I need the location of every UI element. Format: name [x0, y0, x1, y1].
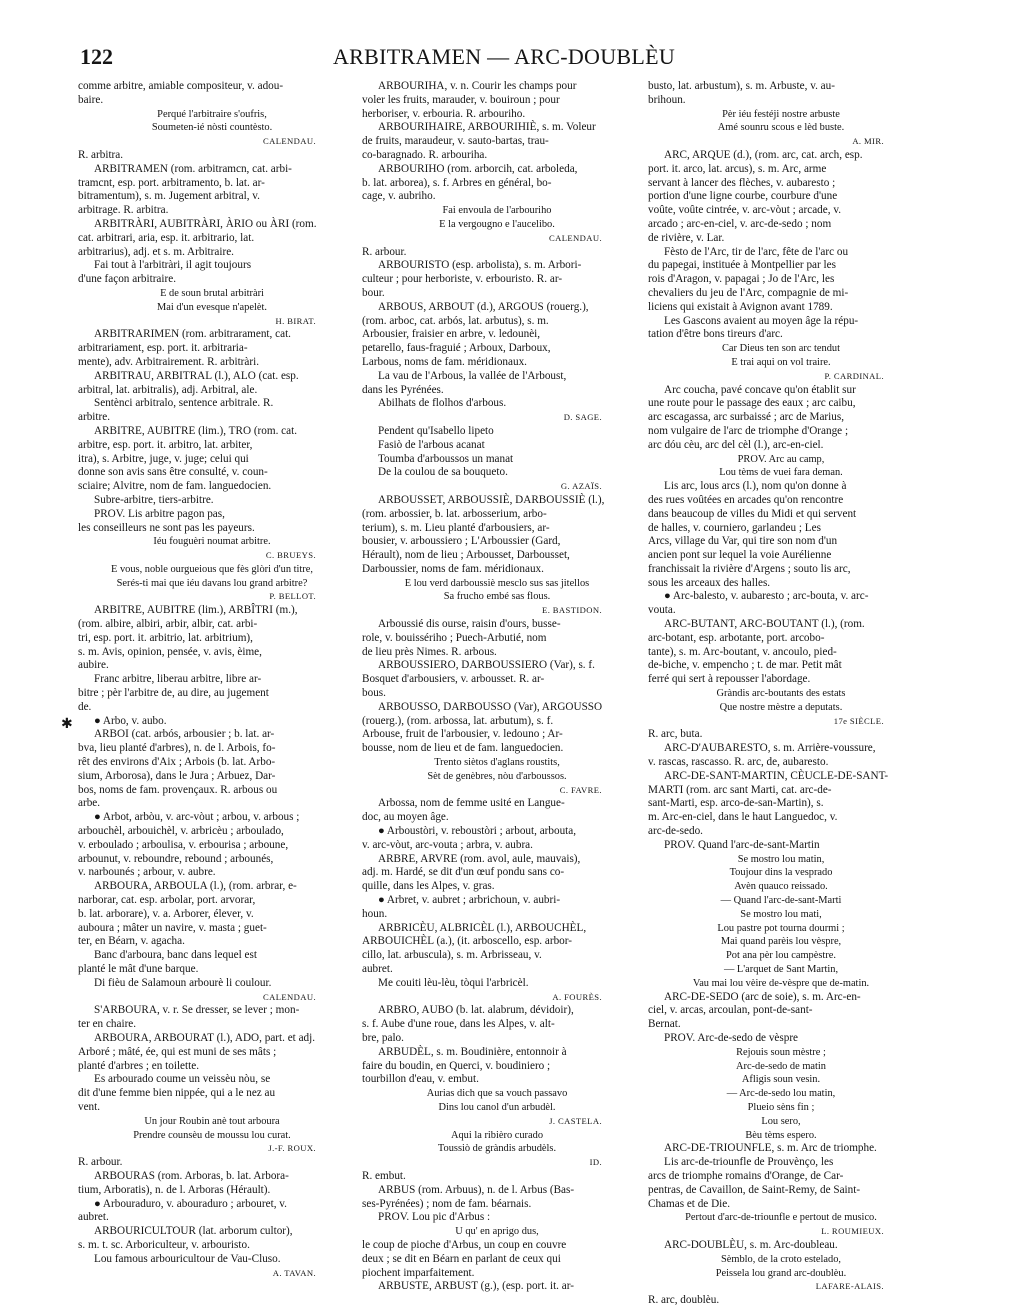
- entry-line: R. embut.: [362, 1169, 406, 1182]
- entry-line: de lieu près Nimes. R. arbous.: [362, 645, 497, 658]
- entry-line: s. m. Avis, opinion, pensée, v. avis, èime,: [78, 645, 262, 658]
- entry-line: R. arbitra.: [78, 148, 124, 161]
- entry-line: role, v. bouissériho ; Puech-Arbutié, nom: [362, 631, 547, 644]
- quotation-line: PROV. Arc au camp,: [737, 453, 825, 465]
- quotation-line: Plueio sèns fin ;: [747, 1101, 815, 1113]
- entry-line: bre, palo.: [362, 1031, 404, 1044]
- entry-line: Larbous, noms de fam. méridionaux.: [362, 355, 527, 368]
- quotation-line: Que nostre mèstre a deputats.: [719, 701, 843, 713]
- entry-line: Abilhats de flolhos d'arbous.: [378, 397, 507, 410]
- entry-line: co-baragnado. R. arbouriha.: [362, 148, 488, 161]
- entry-line: m. Arc-en-ciel, dans le haut Languedoc, v.: [648, 811, 838, 824]
- citation-author: G. AZAÏS.: [560, 481, 602, 492]
- quotation-line: Lou tèms de vuei fara deman.: [719, 467, 843, 479]
- quotation-line: Toujour dins la vesprado: [729, 867, 833, 879]
- entry-line: ARBOUSSET, ARBOUSSIÈ, DARBOUSSIÈ (l.),: [378, 493, 605, 506]
- entry-line: arbitrage. R. arbitra.: [78, 204, 169, 217]
- quotation-line: — Arc-de-sedo lou matin,: [726, 1088, 836, 1100]
- quotation-line: Un jour Roubin anè tout arboura: [144, 1115, 280, 1127]
- entry-line: v. narbounés ; arbour, v. aubre.: [78, 866, 216, 879]
- entry-line: donne son avis sans être consulté, v. coun-: [78, 466, 268, 479]
- quotation-line: Se mostro lou matin,: [737, 853, 825, 865]
- entry-line: Pendent qu'Isabello lipeto: [378, 424, 494, 437]
- page-number: 122: [80, 44, 113, 69]
- entry-line: ● Arc-balesto, v. aubaresto ; arc-bouta, v. arc-: [664, 590, 869, 603]
- quotation-line: E trai aqui on vol traire.: [731, 356, 831, 368]
- quotation-line: Sèmblo, de la croto estelado,: [720, 1253, 842, 1265]
- quotation-line: U qu' en aprigo dus,: [455, 1226, 539, 1238]
- entry-line: ARBOI (cat. arbós, arbousier ; b. lat. ar-: [94, 728, 275, 741]
- entry-line: ● Arbouraduro, v. abouraduro ; arbouret, v.: [94, 1197, 287, 1210]
- quotation-line: Serés-ti mai que iéu davans lou grand arbitre?: [116, 577, 308, 589]
- entry-line: arbounut, v. reboundre, rebound ; arbounés,: [78, 852, 274, 865]
- entry-line: culteur ; pour herboriste, v. erbouristo. R. ar-: [362, 273, 563, 286]
- quotation-line: Prendre counsèu de moussu lou curat.: [133, 1129, 291, 1141]
- entry-line: ARBOURISTO (esp. arbolista), s. m. Arbori-: [378, 259, 582, 272]
- entry-line: tri, esp. port. it. arbitrio, lat. arbitrium),: [78, 631, 253, 644]
- entry-line: voler les fruits, marauder, v. bouiroun ; pour: [362, 93, 560, 106]
- entry-line: aubret.: [362, 963, 393, 975]
- entry-line: Arbouse, fruit de l'arbousier, v. ledouno ; Ar-: [362, 728, 563, 741]
- entry-line: chevaliers du jeu de l'Arc, compagnie de mi-: [648, 286, 849, 299]
- entry-line: ferré qui sert à repousser l'abordage.: [648, 673, 811, 686]
- entry-line: ARC-D'AUBARESTO, s. m. Arrière-voussure,: [664, 742, 876, 755]
- quotation-line: Aurias dich que sa vouch passavo: [426, 1088, 568, 1100]
- entry-line: ● Arbo, v. aubo.: [94, 714, 167, 727]
- entry-line: ARBOURA, ARBOULA (l.), (rom. arbrar, e-: [94, 880, 297, 893]
- margin-star-mark: ✱: [61, 716, 73, 732]
- running-title: ARBITRAMEN — ARC-DOUBLÈU: [332, 44, 676, 69]
- quotation-line: Sa frucho embé sas flous.: [443, 591, 551, 603]
- quotation-line: Perqué l'arbitraire s'oufris,: [157, 108, 267, 120]
- entry-line: ARBITRE, AUBITRE (lim.), ARBÎTRI (m.),: [94, 604, 298, 617]
- quotation-line: Fai envoula de l'arbouriho: [442, 205, 552, 217]
- entry-line: ● Arbret, v. aubret ; arbrichoun, v. aubri-: [378, 894, 561, 907]
- quotation-line: E la vergougno e l'aucelibo.: [439, 218, 555, 230]
- quotation-line: Dins lou canol d'un arbudèl.: [438, 1101, 556, 1113]
- entry-line: planté le mât d'une barque.: [78, 963, 199, 975]
- entry-line: rêt des environs d'Aix ; Arbois (b. lat. Arbo-: [78, 756, 276, 769]
- entry-line: Fèsto de l'Arc, tir de l'arc, fête de l'arc ou: [664, 245, 849, 258]
- quotation-line: Trento siètos d'aglans roustits,: [434, 757, 560, 769]
- entry-line: ARBOURIHO (rom. arborcih, cat. arboleda,: [378, 162, 578, 175]
- entry-line: du papegai, instituée à Montpellier par les: [648, 259, 836, 272]
- entry-line: R. arbour.: [362, 245, 407, 258]
- entry-line: sium, Arborosa), dans le Jura ; Arbuez, Dar-: [78, 769, 276, 782]
- entry-line: R. arc, doublèu.: [648, 1294, 720, 1307]
- entry-line: Arboussié dis ourse, raisin d'ours, busse-: [378, 618, 561, 631]
- entry-line: La vau de l'Arbous, la vallée de l'Arboust,: [378, 369, 567, 382]
- entry-line: bva, lieu planté d'arbres), n. de l. Arbois, fo-: [78, 742, 276, 755]
- entry-line: tium, Arboratis), n. de l. Arboras (Hérault).: [78, 1183, 271, 1196]
- citation-author: CALENDAU.: [262, 991, 316, 1002]
- entry-line: ARBUSTE, ARBUST (g.), (esp. port. it. ar-: [378, 1280, 574, 1293]
- entry-line: piochent imparfaitement.: [362, 1266, 475, 1279]
- entry-line: ARBOUSSO, DARBOUSSO (Var), ARGOUSSO: [378, 700, 603, 713]
- entry-line: Me couiti lèu-lèu, tòqui l'arbricèl.: [378, 976, 529, 989]
- entry-line: arc escagassa, arc surbaissé ; arc de Marius,: [648, 411, 844, 424]
- quotation-line: E lou verd darboussiè mesclo sus sas jitellos: [404, 577, 590, 589]
- citation-author: A. FOURÈS.: [552, 991, 602, 1002]
- quotation-line: Avèn quauco reissado.: [734, 881, 828, 893]
- entry-line: sciaire; Alvitre, nom de fam. languedocien.: [78, 480, 272, 493]
- entry-line: Chamas et de Die.: [648, 1197, 731, 1210]
- entry-line: vent.: [78, 1100, 101, 1113]
- entry-line: dit d'une femme bien nippée, qui a le nez au: [78, 1087, 276, 1100]
- entry-line: tante), s. m. Arc-boutant, v. ancoulo, pied-: [648, 645, 837, 658]
- quotation-line: Se mostro lou mati,: [740, 908, 822, 920]
- entry-line: R. arbour.: [78, 1156, 123, 1169]
- entry-line: baire.: [78, 93, 104, 106]
- entry-line: ARBITRÀRI, AUBITRÀRI, ÀRIO ou ÀRI (rom.: [94, 217, 317, 230]
- entry-line: (rom. arbossier, b. lat. arbosserium, arbo-: [362, 507, 547, 520]
- entry-line: ter en chaire.: [78, 1018, 137, 1031]
- entry-line: ● Arboustòri, v. reboustòri ; arbout, arbouta,: [378, 825, 577, 838]
- quotation-line: Afligis soun vesin.: [741, 1074, 821, 1086]
- citation-author: J. CASTELA.: [549, 1115, 602, 1126]
- entry-line: deux ; se dit en Béarn en parlant de ceux qui: [362, 1252, 561, 1265]
- entry-line: ciel, v. arcas, arcoulan, pont-de-sant-: [648, 1004, 813, 1017]
- entry-line: b. lat. arborea), s. f. Arbres en général, bo-: [362, 176, 552, 189]
- entry-line: ● Arbot, arbòu, v. arc-vòut ; arbou, v. arbous ;: [94, 811, 300, 824]
- entry-line: sant-Marti, esp. arco-de-san-Martin), s.: [648, 797, 824, 810]
- quotation-line: Gràndis arc-boutants des estats: [716, 688, 846, 700]
- quotation-line: Vau mai lou vèire de-vèspre que de-matin.: [692, 977, 870, 989]
- entry-line: arc-de-sedo.: [648, 825, 703, 838]
- entry-line: rois d'Aragon, v. papagai ; Jo de l'Arc, les: [648, 273, 835, 286]
- entry-line: de-biche, v. empencho ; t. de mar. Petit mât: [648, 659, 842, 672]
- entry-line: le coup de pioche d'Arbus, un coup en couvre: [362, 1238, 567, 1251]
- entry-line: franchissait la rivière d'Argens ; souto lis arc,: [648, 562, 851, 575]
- citation-author: L. ROUMIEUX.: [821, 1226, 884, 1237]
- citation-author: C. BRUEYS.: [265, 550, 316, 561]
- citation-author: P. CARDINAL.: [824, 370, 884, 381]
- entry-line: petarello, faus-fraguié ; Arboux, Darboux,: [362, 342, 551, 355]
- entry-line: bitramentum), s. m. Jugement arbitral, v.: [78, 190, 260, 203]
- citation-author: C. FAVRE.: [559, 784, 602, 795]
- entry-line: mente), adv. Arbitrairement. R. arbitràri.: [78, 355, 260, 368]
- entry-line: Les Gascons avaient au moyen âge la répu-: [664, 314, 859, 327]
- entry-line: ARBITRARIMEN (rom. arbitrarament, cat.: [94, 328, 291, 341]
- entry-line: ARC, ARQUE (d.), (rom. arc, cat. arch, esp.: [664, 148, 863, 161]
- entry-line: ARBRE, ARVRE (rom. avol, aule, mauvais),: [378, 852, 581, 865]
- citation-author: H. BIRAT.: [275, 315, 316, 326]
- entry-line: cillo, lat. arbuscula), s. m. Arbrisseau, v.: [362, 949, 542, 962]
- entry-line: arbitre.: [78, 411, 110, 424]
- quotation-line: Pertout d'arc-de-triounfle e pertout de musico.: [685, 1212, 877, 1224]
- entry-line: ARBOURIHA, v. n. Courir les champs pour: [378, 80, 577, 92]
- entry-line: ARBOUS, ARBOUT (d.), ARGOUS (rouerg.),: [378, 300, 589, 313]
- quotation-line: Soumeten-ié nòsti countèsto.: [151, 122, 273, 134]
- quotation-line: — L'arquet de Sant Martin,: [723, 964, 839, 975]
- entry-line: ARBRO, AUBO (b. lat. alabrum, dévidoir),: [378, 1004, 574, 1017]
- entry-line: Toumba d'arboussos un manat: [378, 452, 514, 465]
- entry-line: Lis arc-de-triounfle de Prouvènço, les: [664, 1156, 834, 1169]
- entry-line: une route pour le passage des eaux ; arc caibu,: [648, 397, 856, 410]
- entry-line: Sentènci arbitralo, sentence arbitrale. R.: [94, 397, 274, 410]
- entry-line: arcado ; arc-en-ciel, v. arc-de-sedo ; nom: [648, 217, 832, 230]
- column-left: [78, 80, 346, 1280]
- citation-author: A. MIR.: [852, 136, 884, 147]
- entry-line: ARBOURAS (rom. Arboras, b. lat. Arbora-: [94, 1169, 289, 1182]
- entry-line: s. m. t. sc. Arboriculteur, v. arbouristo.: [78, 1238, 250, 1251]
- citation-author: J.-F. ROUX.: [268, 1143, 316, 1154]
- entry-line: auboura ; mâter un navire, v. masta ; guet-: [78, 921, 267, 934]
- entry-line: ARC-DOUBLÈU, s. m. Arc-doubleau.: [664, 1238, 838, 1251]
- entry-line: arc dóu cèu, arc del cèl (l.), arc-en-ciel.: [648, 438, 824, 451]
- quotation-line: Bèu tèms espero.: [745, 1129, 817, 1141]
- entry-line: MARTI (rom. arc sant Marti, cat. arc-de-: [648, 783, 832, 796]
- entry-line: Lis arc, lous arcs (l.), nom qu'on donne à: [664, 480, 847, 493]
- entry-line: tation d'être bons tireurs d'arc.: [648, 328, 783, 341]
- entry-line: dans les Pyrénées.: [362, 383, 444, 396]
- entry-line: vouta.: [648, 604, 676, 617]
- quotation-line: Lou pastre pot tourna dourmi ;: [717, 922, 845, 934]
- entry-line: (rouerg.), (rom. arbossa, lat. arbutum), s. f.: [362, 714, 554, 727]
- entry-line: houn.: [362, 907, 388, 920]
- entry-line: busto, lat. arbustum), s. m. Arbuste, v. au-: [648, 80, 835, 92]
- entry-line: ARC-DE-TRIOUNFLE, s. m. Arc de triomphe.: [664, 1142, 877, 1155]
- quotation-line: Peissela lou grand arc-doublèu.: [715, 1267, 847, 1279]
- citation-author: CALENDAU.: [262, 136, 316, 147]
- entry-line: bousier, v. arboussiero ; L'Arboussier (Gard,: [362, 535, 561, 548]
- quotation-line: Mai quand parèis lou vèspre,: [720, 936, 842, 948]
- citation-author: E. BASTIDON.: [542, 605, 602, 616]
- column-middle: [362, 80, 632, 1294]
- entry-line: sous les arceaux des halles.: [648, 576, 771, 589]
- entry-line: b. lat. arborare), v. a. Arborer, élever, v.: [78, 907, 254, 920]
- entry-line: ARBUDÈL, s. m. Boudinière, entonnoir à: [378, 1045, 567, 1058]
- entry-line: ARBOUSSIERO, DARBOUSSIERO (Var), s. f.: [378, 659, 595, 672]
- entry-line: portion d'une ligne courbe, courbure d'une: [648, 190, 838, 203]
- quotation-line: Pèr iéu festéji nostre arbuste: [722, 108, 840, 120]
- quotation-line: Sèt de genèbres, nòu d'arboussos.: [427, 770, 567, 782]
- entry-line: cat. arbitrari, aria, esp. it. arbitrario, lat.: [78, 231, 255, 244]
- entry-line: arbitre, esp. port. it. arbitro, lat. arbiter,: [78, 438, 253, 451]
- entry-line: aubret.: [78, 1211, 109, 1224]
- citation-author: ID.: [589, 1157, 602, 1168]
- entry-line: PROV. Arc-de-sedo de vèspre: [664, 1031, 799, 1044]
- quotation-line: Car Dieus ten son arc tendut: [721, 343, 841, 355]
- entry-line: adj. m. Hardé, se dit d'un œuf pondu sans co-: [362, 866, 565, 879]
- entry-line: de rivière, v. Lar.: [648, 231, 725, 244]
- entry-line: arbouchèl, arbouichèl, v. arbricèu ; arboulado,: [78, 825, 284, 838]
- quotation-line: Amé sounru scous e lèd buste.: [717, 122, 845, 134]
- entry-line: port. it. arco, lat. arcus), s. m. Arc, arme: [648, 162, 827, 175]
- entry-line: Hérault), nom de lieu ; Arbousset, Darbousset,: [362, 549, 570, 562]
- entry-line: arbitral, lat. arbitralis), adj. Arbitral, ale.: [78, 383, 258, 396]
- entry-line: ses-Pyrénées) ; nom de fam. béarnais.: [362, 1197, 532, 1210]
- entry-line: tourbillon d'eau, v. embut.: [362, 1073, 479, 1086]
- entry-line: ancien pont sur lequel la voie Aurélienne: [648, 549, 832, 562]
- entry-line: planté d'arbres ; en toilette.: [78, 1059, 199, 1072]
- entry-line: faire du boudin, en Querci, v. boudiniero ;: [362, 1059, 551, 1072]
- citation-author: LAFARE-ALAIS.: [815, 1281, 884, 1292]
- quotation-line: Rejouis soun mèstre ;: [736, 1046, 826, 1058]
- entry-line: ARBUS (rom. Arbuus), n. de l. Arbus (Bas-: [378, 1183, 575, 1196]
- entry-line: Arbossa, nom de femme usité en Langue-: [378, 797, 565, 810]
- entry-line: dans beaucoup de villes du Midi et qui servent: [648, 507, 857, 520]
- entry-line: servant à lancer des flèches, v. aubaresto ;: [648, 176, 836, 189]
- quotation-line: Arc-de-sedo de matin: [735, 1060, 826, 1072]
- entry-line: comme arbitre, amiable compositeur, v. adou-: [78, 80, 284, 92]
- entry-line: Arc coucha, pavé concave qu'on établit sur: [664, 383, 856, 396]
- entry-line: narborar, cat. esp. arbolar, port. arvorar,: [78, 894, 256, 907]
- entry-line: ARBITRE, AUBITRE (lim.), TRO (rom. cat.: [94, 424, 298, 437]
- citation-author: CALENDAU.: [548, 232, 602, 243]
- entry-line: brihoun.: [648, 93, 686, 106]
- entry-line: v. rascas, rascasso. R. arc, de, aubaresto.: [648, 756, 829, 769]
- quotation-line: Lou sero,: [761, 1115, 801, 1127]
- entry-line: Subre-arbitre, tiers-arbitre.: [94, 493, 214, 506]
- entry-line: (rom. albire, albiri, arbir, albir, cat. arbi-: [78, 618, 258, 631]
- entry-line: Banc d'arboura, banc dans lequel est: [94, 949, 257, 962]
- entry-line: Arboré ; mâté, ée, qui est muni de ses mâts ;: [78, 1045, 277, 1058]
- entry-line: arcs de triomphe romains d'Orange, de Car-: [648, 1169, 844, 1182]
- entry-line: arc-botant, esp. arbotante, port. arcobo-: [648, 631, 825, 644]
- column-right: [648, 80, 914, 1308]
- entry-line: R. arc, buta.: [648, 728, 703, 741]
- entry-line: de halles, v. courniero, garlandeu ; Les: [648, 521, 821, 534]
- entry-line: Bosquet d'arbousiers, v. arbousset. R. ar-: [362, 673, 545, 686]
- entry-line: de fruits, maraudeur, v. sauto-bartas, trau-: [362, 135, 549, 148]
- entry-line: arbitrariament, esp. port. it. arbitraria-: [78, 342, 248, 355]
- entry-line: les conseilleurs ne sont pas les payeurs.: [78, 521, 255, 534]
- entry-line: bous.: [362, 687, 386, 700]
- entry-line: ARC-BUTANT, ARC-BOUTANT (l.), (rom.: [664, 618, 865, 631]
- entry-line: Arcs, village du Var, qui tire son nom d'un: [648, 535, 838, 548]
- entry-line: voûte, voûte cintrée, v. arc-vòut ; arcade, v.: [648, 204, 841, 217]
- entry-line: arbitrarius), adj. et s. m. Arbitraire.: [78, 245, 234, 258]
- quotation-line: E vous, noble ourgueious que fès glòri d'un titre,: [111, 563, 313, 575]
- quotation-line: Mai d'un evesque n'apelèt.: [157, 301, 267, 313]
- entry-line: bos, noms de fam. provençaux. R. arbous ou: [78, 783, 278, 796]
- quotation-line: Pot ana pèr lou campèstre.: [726, 950, 836, 962]
- entry-line: bitre ; pèr l'arbitre de, au dire, au jugement: [78, 687, 269, 700]
- entry-line: doc, au moyen âge.: [362, 811, 449, 824]
- entry-line: d'une façon arbitraire.: [78, 273, 176, 286]
- entry-line: Franc arbitre, liberau arbitre, libre ar-: [94, 673, 262, 686]
- entry-line: Es arbourado coume un veissèu nòu, se: [94, 1073, 271, 1086]
- citation-author: P. BELLOT.: [269, 591, 316, 602]
- citation-author: 17e SIÈCLE.: [833, 715, 884, 726]
- entry-line: nom vulgaire de l'arc de triomphe d'Orange ;: [648, 424, 849, 437]
- entry-line: ARC-DE-SANT-MARTIN, CÈUCLE-DE-SANT-: [664, 769, 889, 782]
- entry-line: Di fièu de Salamoun arbourè li coulour.: [94, 976, 272, 989]
- entry-line: des rues voûtées en arcades qu'on rencontre: [648, 493, 844, 506]
- entry-line: ARBOUICHÈL (a.), (it. arboscello, esp. arbor-: [362, 935, 572, 948]
- entry-line: bousse, nom de lieu et de fam. languedocien.: [362, 742, 564, 755]
- entry-line: (rom. arboc, cat. arbós, lat. arbutus), s. m.: [362, 314, 549, 327]
- entry-line: Fai tout à l'arbitràri, il agit toujours: [94, 259, 252, 272]
- entry-line: terium), s. m. Lieu planté d'arbousiers, ar-: [362, 521, 550, 534]
- entry-line: v. arc-vòut, arc-vouta ; arbra, v. aubra.: [362, 838, 533, 851]
- entry-line: herboriser, v. erbouria. R. arbouriho.: [362, 107, 526, 120]
- entry-line: ter, en Béarn, v. agacha.: [78, 935, 185, 948]
- entry-line: Lou famous arbouricultour de Vau-Cluso.: [94, 1252, 281, 1265]
- entry-line: PROV. Lis arbitre pagon pas,: [94, 507, 225, 520]
- entry-line: De la coulou de sa bouqueto.: [378, 466, 508, 479]
- entry-line: ARBRICÈU, ALBRICÈL (l.), ARBOUCHÈL,: [378, 921, 587, 934]
- entry-line: Fasiò de l'arbous acanat: [378, 438, 485, 451]
- entry-line: de.: [78, 700, 92, 713]
- entry-line: S'ARBOURA, v. r. Se dresser, se lever ; mon-: [94, 1004, 300, 1017]
- entry-line: v. erboulado ; arboulisa, v. erbourisa ; arboune,: [78, 838, 289, 851]
- entry-line: Bernat.: [648, 1018, 681, 1031]
- entry-line: ARBOURIHAIRE, ARBOURIHIÈ, s. m. Voleur: [378, 121, 596, 134]
- entry-line: itra), s. Arbitre, juge, v. juge; celui qui: [78, 452, 249, 465]
- entry-line: Arbousier, fraisier en arbre, v. ledounèi,: [362, 328, 541, 341]
- quotation-line: Aqui la ribièro curado: [450, 1129, 544, 1141]
- entry-line: ARC-DE-SEDO (arc de soie), s. m. Arc-en-: [664, 990, 861, 1003]
- quotation-line: Iéu fouguèri noumat arbitre.: [153, 536, 271, 548]
- entry-line: Darboussier, noms de fam. méridionaux.: [362, 562, 544, 575]
- entry-line: pentras, de Cavaillon, de Saint-Remy, de Saint-: [648, 1183, 861, 1196]
- citation-author: D. SAGE.: [563, 412, 602, 423]
- quotation-line: — Quand l'arc-de-sant-Marti: [720, 895, 842, 907]
- entry-line: ARBITRAU, ARBITRAL (l.), ALO (cat. esp.: [94, 369, 299, 382]
- entry-line: quille, dans les Alpes, v. gras.: [362, 880, 495, 893]
- entry-line: liciens qui existait à Avignon avant 1789.: [648, 300, 833, 313]
- quotation-line: E de soun brutal arbitràri: [160, 287, 264, 299]
- entry-line: bour.: [362, 286, 385, 299]
- citation-author: A. TAVAN.: [272, 1267, 316, 1278]
- entry-line: aubire.: [78, 659, 109, 672]
- entry-line: ARBOURICULTOUR (lat. arborum cultor),: [94, 1225, 293, 1238]
- entry-line: arbe.: [78, 797, 101, 810]
- entry-line: ARBOURA, ARBOURAT (l.), ADO, part. et adj.: [94, 1031, 316, 1044]
- entry-line: PROV. Quand l'arc-de-sant-Martin: [664, 838, 820, 851]
- entry-line: cage, v. aubriho.: [362, 190, 436, 203]
- entry-line: ARBITRAMEN (rom. arbitramcn, cat. arbi-: [94, 162, 292, 175]
- entry-line: tramcnt, esp. port. arbitramento, b. lat. ar-: [78, 176, 265, 189]
- entry-line: s. f. Aube d'une roue, dans les Alpes, v. alt-: [362, 1018, 555, 1031]
- quotation-line: Toussiò de gràndis arbudèls.: [437, 1143, 557, 1155]
- entry-line: PROV. Lou pic d'Arbus :: [378, 1211, 491, 1224]
- page-header: [80, 44, 928, 74]
